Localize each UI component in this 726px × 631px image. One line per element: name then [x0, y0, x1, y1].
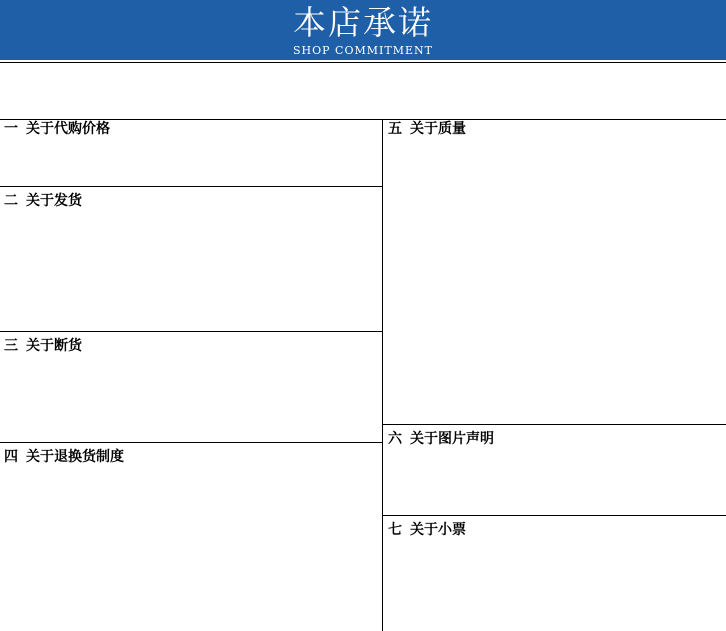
section-returns [4, 448, 378, 466]
intro-block [0, 62, 726, 120]
section-number: 一 [4, 121, 18, 137]
section-title: 关于图片声明 [410, 431, 494, 447]
section-quality [386, 120, 722, 138]
section-heading [386, 521, 722, 539]
section-number: 七 [388, 522, 402, 538]
section-title: 关于退换货制度 [26, 449, 124, 465]
section-number: 二 [4, 193, 18, 209]
section-shipping [4, 192, 378, 210]
page-title: 本店承诺 [293, 3, 433, 42]
section-title: 关于质量 [410, 121, 466, 137]
section-divider [0, 442, 382, 443]
section-divider [0, 186, 382, 187]
section-divider [383, 424, 726, 425]
section-heading [386, 430, 722, 448]
page-subtitle: SHOP COMMITMENT [293, 44, 433, 57]
section-divider [0, 331, 382, 332]
section-price [4, 120, 378, 138]
section-title: 关于小票 [410, 522, 466, 538]
section-number: 三 [4, 338, 18, 354]
section-heading [386, 120, 722, 138]
section-title: 关于发货 [26, 193, 82, 209]
column-divider [382, 119, 383, 631]
section-number: 六 [388, 431, 402, 447]
section-title: 关于代购价格 [26, 121, 110, 137]
section-heading [4, 448, 378, 466]
section-out-of-stock [4, 337, 378, 355]
section-images [386, 430, 722, 448]
section-title: 关于断货 [26, 338, 82, 354]
section-heading [4, 192, 378, 210]
section-receipt [386, 521, 722, 539]
page-header [0, 0, 726, 60]
section-heading [4, 120, 378, 138]
section-divider [383, 515, 726, 516]
section-heading [4, 337, 378, 355]
section-number: 五 [388, 121, 402, 137]
section-number: 四 [4, 449, 18, 465]
